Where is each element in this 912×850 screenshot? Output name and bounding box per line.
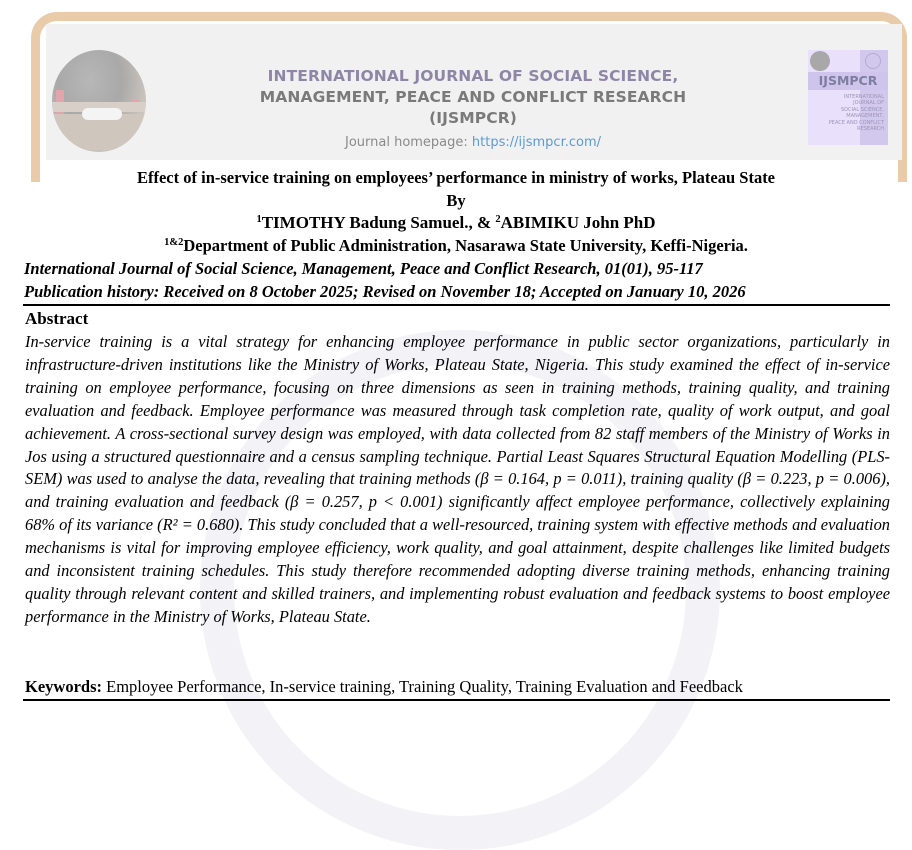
publication-history: Publication history: Received on 8 October 2025; Revised on November 18; Accepted on January 10, 2026: [24, 282, 746, 301]
journal-logo: [808, 50, 888, 145]
homepage-link[interactable]: https://ijsmpcr.com/: [471, 135, 602, 150]
header-divider: [23, 304, 890, 306]
author-1-sup: 1: [256, 214, 262, 225]
keywords-value: Employee Performance, In-service training, Training Quality, Training Evaluation and Feedback: [102, 677, 743, 696]
author-1-name: TIMOTHY Badung Samuel., &: [261, 213, 496, 232]
article-authors: [0, 213, 912, 233]
journal-homepage: [240, 135, 706, 150]
author-2-name: ABIMIKU John PhD: [500, 213, 656, 232]
keywords-line: [25, 677, 743, 697]
journal-name-line1: INTERNATIONAL JOURNAL OF SOCIAL SCIENCE,: [267, 67, 679, 85]
abstract-body: In-service training is a vital strategy for enhancing employee performance in public sector organizations, particularly in infrastructure-driven institutions like the Ministry of Works, Plateau State, Nigeria. This study examined the effect of in-service training on employee performance, focusing on three dimensions as seen in training methods, training quality, and training evaluation and feedback. Employee performance was measured through task completion rate, quality of work output, and goal achievement. A cross-sectional survey design was employed, with data collected from 82 staff members of the Ministry of Works in Jos using a structured questionnaire and a census sampling technique. Partial Least Squares Structural Equation Modelling (PLS-SEM) was used to analyse the data, revealing that training methods (β = 0.164, p = 0.011), training quality (β = 0.223, p = 0.006), and training evaluation and feedback (β = 0.257, p < 0.001) significantly affect employee performance, collectively explaining 68% of its variance (R² = 0.680). This study concluded that a well-resourced, training system with effective methods and evaluation mechanisms is vital for improving employee efficiency, work quality, and goal attainment, despite challenges like limited budgets and inconsistent training schedules. This study therefore recommended adopting diverse training methods, enhancing training quality through relevant content and skilled trainers, and implementing robust evaluation and feedback systems to boost employee performance in the Ministry of Works, Plateau State.: [25, 332, 890, 626]
affiliation-sup: 1&2: [164, 237, 184, 248]
keywords-divider: [23, 699, 890, 701]
logo-photo-icon: [810, 51, 830, 71]
author-2-sup: 2: [495, 214, 501, 225]
journal-name-line2: MANAGEMENT, PEACE AND CONFLICT RESEARCH: [259, 88, 687, 106]
article-affiliation: [0, 236, 912, 256]
logo-seal-icon: [865, 53, 881, 69]
books-logo-image: [52, 50, 146, 152]
homepage-label: Journal homepage:: [344, 135, 472, 150]
article-by: By: [446, 191, 466, 210]
affiliation-text: Department of Public Administration, Nasarawa State University, Keffi-Nigeria.: [183, 236, 748, 255]
journal-abbr: (IJSMPCR): [429, 109, 517, 127]
logo-subtitle: INTERNATIONAL JOURNAL OF SOCIAL SCIENCE, MANAGEMENT, PEACE AND CONFLICT RESEARCH: [828, 94, 884, 133]
citation-line: International Journal of Social Science, Management, Peace and Conflict Research, 01(01), 95-117: [24, 259, 703, 278]
keywords-label: Keywords:: [25, 677, 102, 696]
logo-abbr: IJSMPCR: [818, 73, 878, 88]
article-title: Effect of in-service training on employees’ performance in ministry of works, Plateau State: [136, 168, 776, 187]
journal-name: [240, 66, 706, 129]
abstract-heading: Abstract: [25, 309, 89, 328]
